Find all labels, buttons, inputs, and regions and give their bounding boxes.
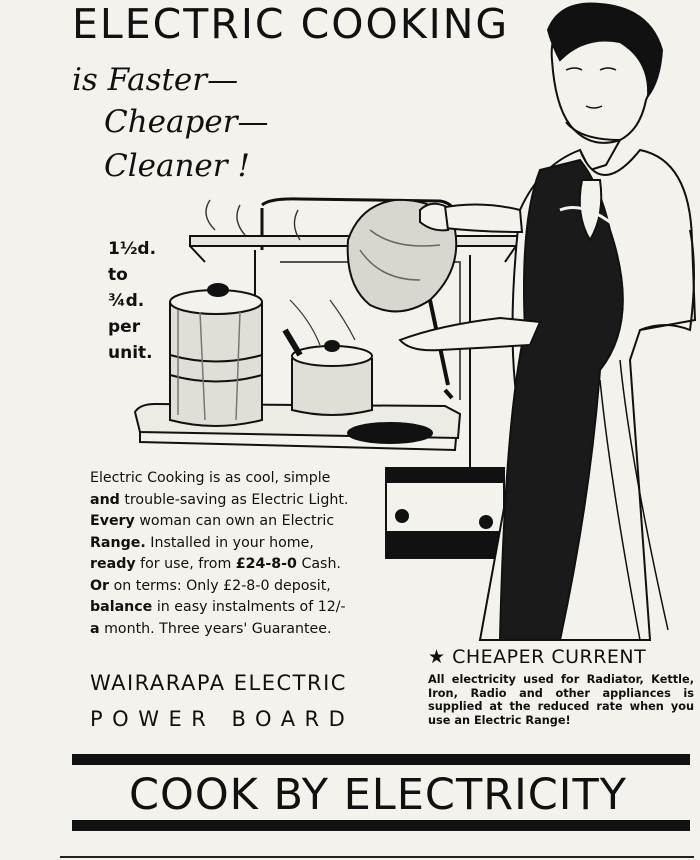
copy-line-2: trouble-saving as Electric Light. (119, 491, 349, 508)
copy-line-5: for use, from (135, 556, 236, 572)
page-bottom-line (60, 856, 694, 858)
copy-line-6: on terms: Only £2-8-0 deposit, (109, 577, 331, 594)
slogan-top-rule (72, 754, 690, 765)
copy-bold-6: Or (90, 577, 110, 594)
slogan: COOK BY ELECTRICITY (128, 770, 628, 820)
copy-line-8: month. Three years' Guarantee. (99, 620, 332, 637)
copy-bold-7: balance (90, 599, 153, 615)
price-note (108, 236, 156, 366)
copy-bold-8: a (90, 620, 100, 637)
body-copy (90, 468, 386, 640)
copy-line-3: woman can own an Electric (134, 513, 335, 529)
cash-price: £24-8-0 (235, 556, 297, 572)
copy-bold-4: Range. (90, 534, 146, 551)
copy-line-7: in easy instalments of 12/- (152, 599, 346, 615)
slogan-bottom-rule (72, 820, 690, 831)
tagline-cheaper: Cheaper— (104, 104, 269, 140)
copy-bold-3: Every (90, 513, 135, 529)
board-name-line-1: WAIRARAPA ELECTRIC (90, 671, 347, 695)
cheaper-current-text: All electricity used for Radiator, Kettle, Iron, Radio and other appliances is supplied at the reduced rate when you use an Electric Range! (428, 673, 694, 727)
price-line-2: to (108, 265, 128, 285)
cheaper-current-heading: ★ CHEAPER CURRENT (428, 646, 647, 668)
copy-line-1: Electric Cooking is as cool, simple (90, 470, 331, 486)
copy-line-4: Installed in your home, (145, 534, 314, 551)
tagline-cleaner: Cleaner ! (104, 148, 250, 184)
tagline-faster: is Faster— (72, 62, 239, 98)
copy-bold-2: and (90, 491, 120, 508)
copy-line-5-end: Cash. (296, 556, 341, 572)
price-line-1: 1½d. (108, 239, 157, 259)
price-line-5: unit. (108, 343, 153, 363)
price-line-3: ¾d. (108, 291, 145, 311)
copy-bold-5: ready (90, 556, 136, 572)
headline: ELECTRIC COOKING (72, 0, 510, 48)
price-line-4: per (108, 317, 141, 337)
board-name-line-2: POWER BOARD (90, 707, 355, 731)
